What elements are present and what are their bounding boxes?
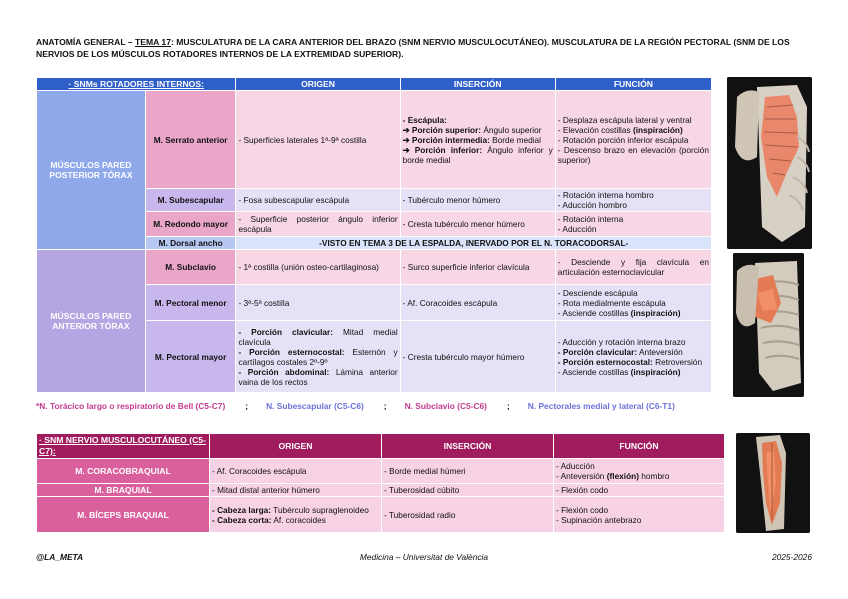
header-snm-musculocutaneo: · SNM NERVIO MUSCULOCUTÁNEO (C5-C7): [37, 434, 210, 459]
pect-menor-origen: - 3ª-5ª costilla [236, 285, 400, 321]
muscle-pectoral-menor: M. Pectoral menor [145, 285, 236, 321]
header-funcion: FUNCIÓN [555, 78, 711, 91]
nerve-pectorales: N. Pectorales medial y lateral (C6-T1) [527, 401, 675, 411]
muscle-coracobraquial: M. CORACOBRAQUIAL [37, 459, 210, 484]
footer-author: @LA_META [36, 552, 84, 562]
header-snm-rotadores: · SNMs ROTADORES INTERNOS: [37, 78, 236, 91]
pect-menor-insercion: - Af. Coracoides escápula [400, 285, 555, 321]
pect-mayor-funcion: - Aducción y rotación interna brazo - Porción clavicular: Anteversión - Porción esternocostal: Retroversión - Asciende costillas (inspiración) [555, 321, 711, 393]
footer-year: 2025-2026 [771, 552, 812, 562]
topic-link: TEMA 17 [135, 37, 171, 47]
braquial-funcion: - Flexión codo [554, 484, 725, 497]
braquial-insercion: - Tuberosidad cúbito [382, 484, 554, 497]
header2-insercion: INSERCIÓN [382, 434, 554, 459]
header-origen: ORIGEN [236, 78, 400, 91]
muscle-serrato: M. Serrato anterior [145, 91, 236, 189]
biceps-insercion: - Tuberosidad radio [382, 497, 554, 533]
redondo-insercion: - Cresta tubérculo menor húmero [400, 212, 555, 237]
muscle-subclavio: M. Subclavio [145, 250, 236, 285]
header2-funcion: FUNCIÓN [554, 434, 725, 459]
biceps-anatomy-image [736, 433, 810, 533]
serratus-anatomy-illustration [727, 77, 812, 249]
serrato-funcion: - Desplaza escápula lateral y ventral - Elevación costillas (inspiración) - Rotación porción inferior escápula - Descenso brazo en elevación (porción superior) [555, 91, 711, 189]
pect-mayor-insercion: - Cresta tubérculo mayor húmero [400, 321, 555, 393]
coraco-insercion: - Borde medial húmeri [382, 459, 554, 484]
muscle-braquial: M. BRAQUIAL [37, 484, 210, 497]
muscle-biceps-braquial: M. BÍCEPS BRAQUIAL [37, 497, 210, 533]
pect-menor-funcion: - Desciende escápula - Rota medialmente escápula - Asciende costillas (inspiración) [555, 285, 711, 321]
biceps-anatomy-illustration [736, 433, 810, 533]
biceps-funcion: - Flexión codo - Supinación antebrazo [554, 497, 725, 533]
subescapular-insercion: - Tubérculo menor húmero [400, 189, 555, 212]
subclavio-origen: - 1ª costilla (unión osteo-cartilaginosa) [236, 250, 400, 285]
pectoral-anatomy-illustration [733, 253, 804, 397]
group-posterior-label: MÚSCULOS PARED POSTERIOR TÓRAX [37, 91, 146, 250]
nerve-toracico-largo: *N. Torácico largo o respiratorio de Bell (C5-C7) [36, 401, 226, 411]
coraco-origen: - Af. Coracoides escápula [210, 459, 382, 484]
footer-institution: Medicina – Universitat de València [359, 552, 489, 562]
musculocutaneo-table [36, 433, 725, 533]
header2-origen: ORIGEN [210, 434, 382, 459]
braquial-origen: - Mitad distal anterior húmero [210, 484, 382, 497]
subescapular-funcion: - Rotación interna hombro - Aducción hombro [555, 189, 711, 212]
serrato-origen: - Superficies laterales 1ª-9ª costilla [236, 91, 400, 189]
nerve-subclavio: N. Subclavio (C5-C6) [404, 401, 487, 411]
subclavio-funcion: - Desciende y fija clavícula en articulación esternoclavicular [555, 250, 711, 285]
page-title: ANATOMÍA GENERAL – TEMA 17: MUSCULATURA DE LA CARA ANTERIOR DEL BRAZO (SNM NERVIO MUSCULOCUTÁNEO). MUSCULATURA DE LA REGIÓN PECTORAL (SNM DE LOS NERVIOS DE LOS MÚSCULOS ROTADORES INTERNOS DE LA EXTREMIDAD SUPERIOR). [36, 37, 790, 59]
pectoral-anatomy-image [733, 253, 804, 397]
nerve-subescapular: N. Subescapular (C5-C6) [266, 401, 364, 411]
coraco-funcion: - Aducción - Anteversión (flexión) hombro [554, 459, 725, 484]
subclavio-insercion: - Surco superficie inferior clavícula [400, 250, 555, 285]
serratus-anatomy-image [727, 77, 812, 249]
redondo-funcion: - Rotación interna - Aducción [555, 212, 711, 237]
muscle-subescapular: M. Subescapular [145, 189, 236, 212]
muscle-dorsal-ancho: M. Dorsal ancho [145, 237, 236, 250]
biceps-origen: - Cabeza larga: Tubérculo supraglenoideo - Cabeza corta: Af. coracoides [210, 497, 382, 533]
muscle-redondo-mayor: M. Redondo mayor [145, 212, 236, 237]
nerve-legend: *N. Torácico largo o respiratorio de Bell (C5-C7) ; N. Subescapular (C5-C6) ; N. Subclavio (C5-C6) ; N. Pectorales medial y lateral (C6-T1) [36, 401, 675, 411]
subescapular-origen: - Fosa subescapular escápula [236, 189, 400, 212]
redondo-origen: - Superficie posterior ángulo inferior escápula [236, 212, 400, 237]
group-anterior-label: MÚSCULOS PARED ANTERIOR TÓRAX [37, 250, 146, 393]
header-insercion: INSERCIÓN [400, 78, 555, 91]
rotadores-internos-table [36, 77, 712, 393]
dorsal-note: -VISTO EN TEMA 3 DE LA ESPALDA, INERVADO POR EL N. TORACODORSAL- [236, 237, 712, 250]
muscle-pectoral-mayor: M. Pectoral mayor [145, 321, 236, 393]
pect-mayor-origen: - Porción clavicular: Mitad medial clavícula - Porción esternocostal: Esternón y cartílagos costales 2º-9º - Porción abdominal: Lámina anterior vaina de los rectos [236, 321, 400, 393]
serrato-insercion: - Escápula: ➔ Porción superior: Ángulo superior ➔ Porción intermedia: Borde medial ➔ Porción inferior: Ángulo inferior y borde medial [400, 91, 555, 189]
